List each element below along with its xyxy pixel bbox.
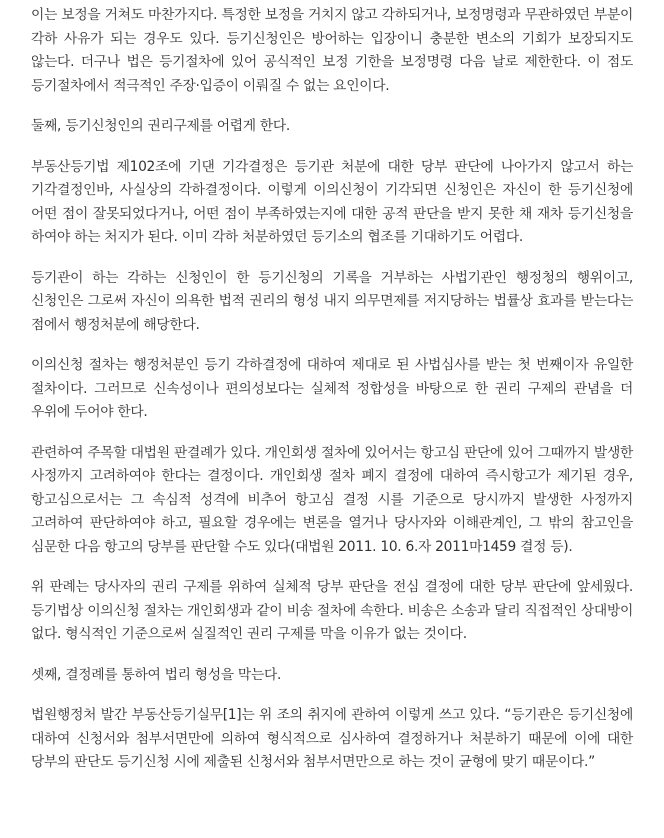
paragraph: 부동산등기법 제102조에 기댄 기각결정은 등기관 처분에 대한 당부 판단에 나아가지 않고서 하는 기각결정인바, 사실상의 각하결정이다. 이렇게 이의신청이 기각되면 신청인은 자신이 한 등기신청에 어떤 점이 잘못되었다거나, 어떤 점이 부족하였는지에 대한 공적 판단을 받지 못한 채 재차 등기신청을 하여야 하는 처지가 된다. 이미 각하 처분하였던 등기소의 협조를 기대하기도 어렵다. <box>31 158 633 245</box>
paragraph: 법원행정처 발간 부동산등기실무[1]는 위 조의 취지에 관하여 이렇게 쓰고 있다. “등기관은 등기신청에 대하여 신청서와 첨부서면만에 의하여 형식적으로 심사하여 결정하거나 처분하기 때문에 이에 대한 당부의 판단도 등기신청 시에 제출된 신청서와 첨부서면만으로 하는 것이 균형에 맞기 때문이다.” <box>31 707 633 770</box>
paragraph: 이는 보정을 거쳐도 마찬가지다. 특정한 보정을 거치지 않고 각하되거나, 보정명령과 무관하였던 부분이 각하 사유가 되는 경우도 있다. 등기신청인은 방어하는 입장이니 충분한 변소의 기회가 보장되지도 않는다. 더구나 법은 등기절차에 있어 공식적인 보정 기한을 보정명령 다음 날로 제한한다. 이 점도 등기절차에서 적극적인 주장·입증이 이뤄질 수 없는 요인이다. <box>31 7 633 94</box>
paragraph: 관련하여 주목할 대법원 판결례가 있다. 개인회생 절차에 있어서는 항고심 판단에 있어 그때까지 발생한 사정까지 고려하여야 한다는 결정이다. 개인회생 절차 폐지 결정에 대하여 즉시항고가 제기된 경우, 항고심으로서는 그 속심적 성격에 비추어 항고심 결정 시를 기준으로 당시까지 발생한 사정까지 고려하여 판단하여야 하고, 필요할 경우에는 변론을 열거나 당사자와 이해관계인, 그 밖의 참고인을 심문한 다음 항고의 당부를 판단할 수도 있다(대법원 2011. 10. 6.자 2011마1459 결정 등). <box>31 444 633 555</box>
paragraph: 위 판례는 당사자의 권리 구제를 위하여 실체적 당부 판단을 전심 결정에 대한 당부 판단에 앞세웠다. 등기법상 이의신청 절차는 개인회생과 같이 비송 절차에 속한다. 비송은 소송과 달리 직접적인 상대방이 없다. 형식적인 기준으로써 실질적인 권리 구제를 막을 이유가 없는 것이다. <box>31 579 633 642</box>
paragraph: 이의신청 절차는 행정처분인 등기 각하결정에 대하여 제대로 된 사법심사를 받는 첫 번째이자 유일한 절차이다. 그러므로 신속성이나 편의성보다는 실체적 정합성을 바탕으로 한 권리 구제의 관념을 더 우위에 두어야 한다. <box>31 357 633 420</box>
paragraph: 등기관이 하는 각하는 신청인이 한 등기신청의 기록을 거부하는 사법기관인 행정청의 행위이고, 신청인은 그로써 자신이 의욕한 법적 권리의 형성 내지 의무면제를 저지당하는 법률상 효과를 받는다는 점에서 행정처분에 해당한다. <box>31 269 633 333</box>
section-heading: 셋째, 결정례를 통하여 법리 형성을 막는다. <box>31 666 282 683</box>
section-heading: 둘째, 등기신청인의 권리구제를 어렵게 한다. <box>31 118 291 134</box>
